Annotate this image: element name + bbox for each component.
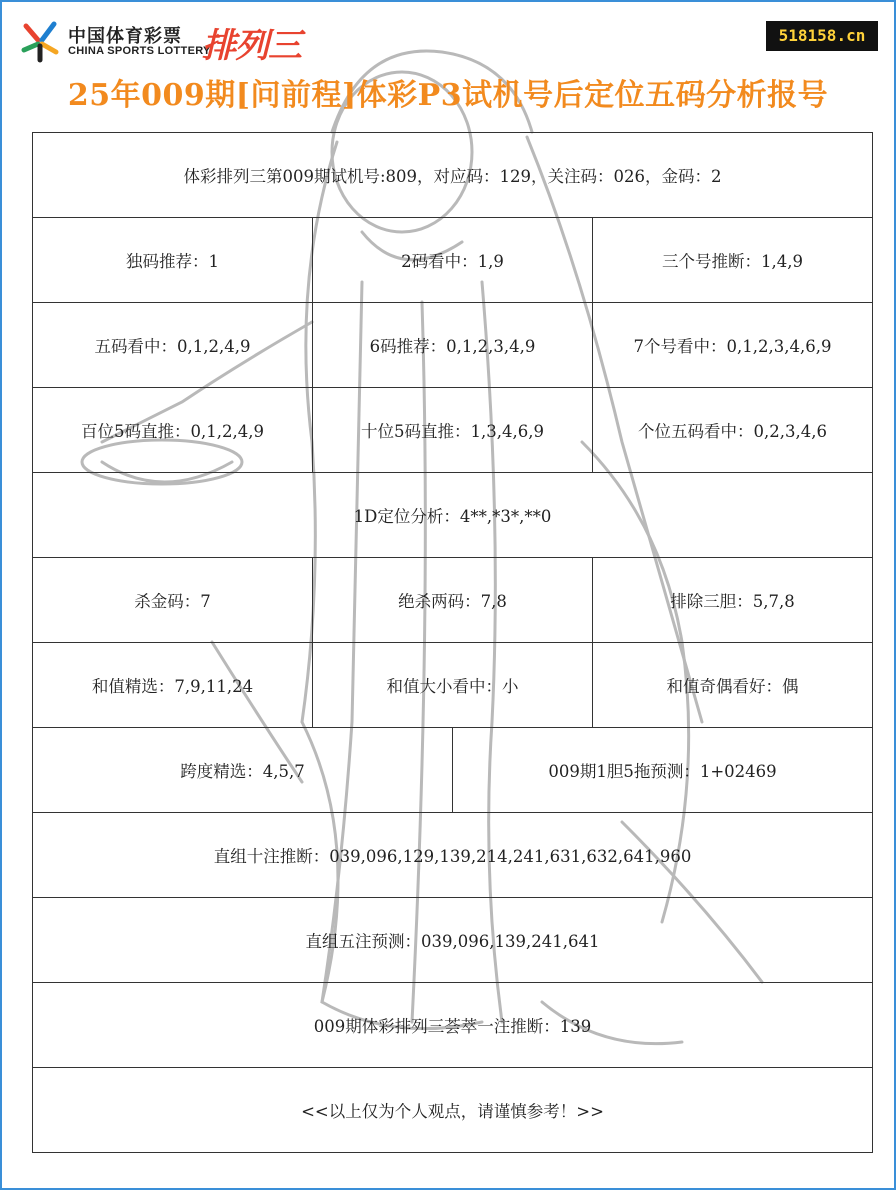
page-title: 25年009期[问前程]体彩P3试机号后定位五码分析报号 (67, 78, 829, 113)
site-url-badge[interactable]: 518158.cn (766, 21, 878, 51)
table-row (33, 388, 873, 473)
six-code-cell: 6码推荐：0,1,2,3,4,9 (313, 303, 593, 388)
header (2, 2, 894, 130)
sum-value-cell: 和值精选：7,9,11,24 (33, 643, 313, 728)
units-position-cell: 个位五码看中：0,2,3,4,6 (593, 388, 873, 473)
five-code-cell: 五码看中：0,1,2,4,9 (33, 303, 313, 388)
table-row (33, 813, 873, 898)
table-row (33, 983, 873, 1068)
three-number-cell: 三个号推断：1,4,9 (593, 218, 873, 303)
hundreds-position-cell: 百位5码直推：0,1,2,4,9 (33, 388, 313, 473)
logo-english-text: CHINA SPORTS LOTTERY (68, 45, 211, 57)
one-plus-five-cell: 009期1胆5拖预测：1+02469 (453, 728, 873, 813)
china-sports-lottery-logo (20, 18, 330, 66)
single-code-cell: 独码推荐：1 (33, 218, 313, 303)
kill-gold-code-cell: 杀金码：7 (33, 558, 313, 643)
analysis-table (32, 132, 873, 1153)
logo-chinese-text: 中国体育彩票 (68, 26, 182, 47)
table-row (33, 218, 873, 303)
1d-position-analysis-cell: 1D定位分析：4**,*3*,**0 (33, 473, 873, 558)
two-code-cell: 2码看中：1,9 (313, 218, 593, 303)
table-row (33, 473, 873, 558)
table-row (33, 898, 873, 983)
tens-position-cell: 十位5码直推：1,3,4,6,9 (313, 388, 593, 473)
table-row (33, 558, 873, 643)
table-row (33, 728, 873, 813)
sum-size-cell: 和值大小看中：小 (313, 643, 593, 728)
table-row (33, 1068, 873, 1153)
single-bet-cell: 009期体彩排列三荟萃一注推断：139 (33, 983, 873, 1068)
table-row (33, 643, 873, 728)
lottery-star-logo-icon (20, 20, 60, 64)
sum-parity-cell: 和值奇偶看好：偶 (593, 643, 873, 728)
direct-five-bets-cell: 直组五注预测：039,096,139,241,641 (33, 898, 873, 983)
trial-number-cell: 体彩排列三第009期试机号:809，对应码：129，关注码：026，金码：2 (33, 133, 873, 218)
disclaimer-cell: <<以上仅为个人观点，请谨慎参考！>> (33, 1068, 873, 1153)
seven-number-cell: 7个号看中：0,1,2,3,4,6,9 (593, 303, 873, 388)
table-row (33, 303, 873, 388)
exclude-three-cell: 排除三胆：5,7,8 (593, 558, 873, 643)
span-cell: 跨度精选：4,5,7 (33, 728, 453, 813)
kill-two-codes-cell: 绝杀两码：7,8 (313, 558, 593, 643)
pailie-san-brand: 排列三 (202, 26, 301, 66)
table-row (33, 133, 873, 218)
direct-ten-bets-cell: 直组十注推断：039,096,129,139,214,241,631,632,641,960 (33, 813, 873, 898)
